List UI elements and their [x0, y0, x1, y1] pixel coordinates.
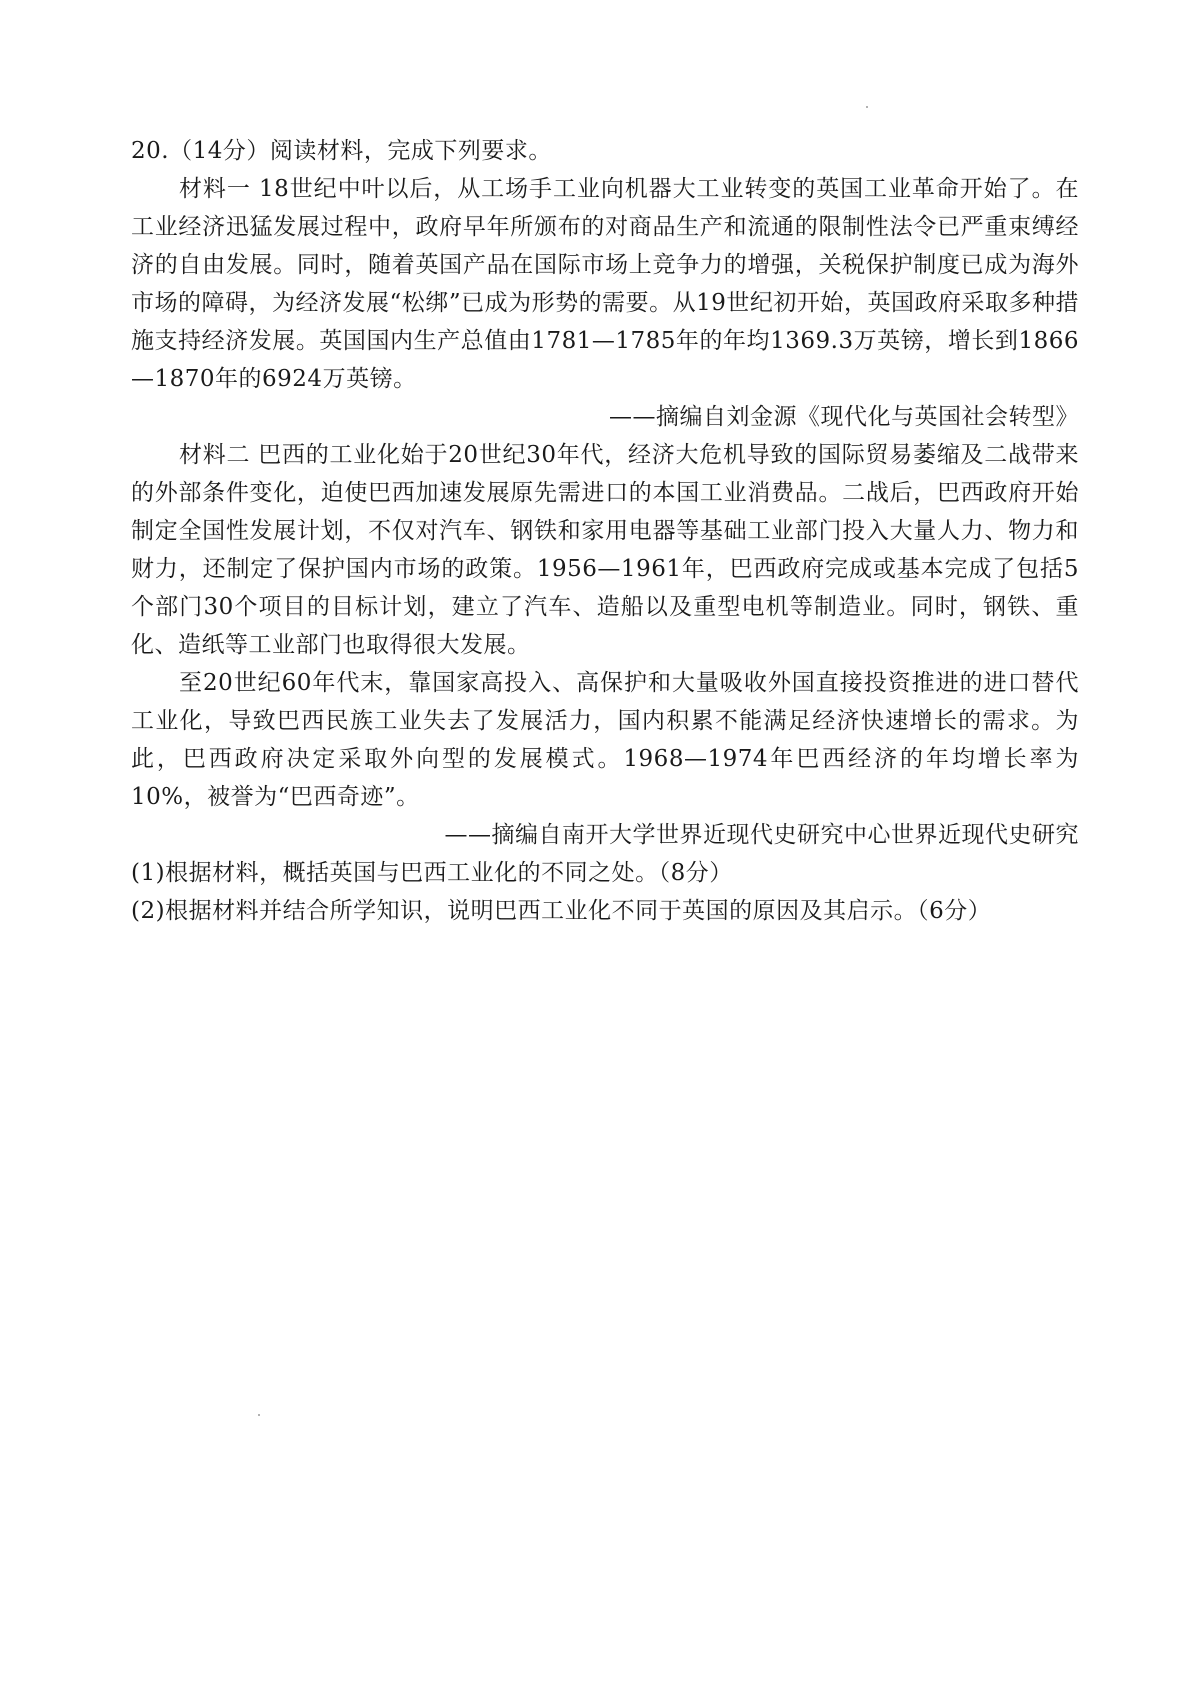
question-header: 20.（14分）阅读材料，完成下列要求。: [131, 138, 552, 164]
material-one-source: ——摘编自刘金源《现代化与英国社会转型》: [609, 404, 1079, 430]
sub-question-2: (2)根据材料并结合所学知识，说明巴西工业化不同于英国的原因及其启示。（6分）: [131, 898, 992, 924]
material-two-text-continued: 至20世纪60年代末，靠国家高投入、高保护和大量吸收外国直接投资推进的进口替代工业化，导致巴西民族工业失去了发展活力，国内积累不能满足经济快速增长的需求。为此，巴西政府决定采取外向型的发展模式。1968—1974年巴西经济的年均增长率为10%，被誉为“巴西奇迹”。: [131, 670, 1079, 810]
scan-speck: [866, 106, 868, 108]
question-block: [131, 132, 1079, 930]
material-two-text: 材料二 巴西的工业化始于20世纪30年代，经济大危机导致的国际贸易萎缩及二战带来的外部条件变化，迫使巴西加速发展原先需进口的本国工业消费品。二战后，巴西政府开始制定全国性发展计划，不仅对汽车、钢铁和家用电器等基础工业部门投入大量人力、物力和财力，还制定了保护国内市场的政策。1956—1961年，巴西政府完成或基本完成了包括5个部门30个项目的目标计划，建立了汽车、造船以及重型电机等制造业。同时，钢铁、重化、造纸等工业部门也取得很大发展。: [131, 442, 1079, 658]
material-two-source: ——摘编自南开大学世界近现代史研究中心世界近现代史研究: [444, 822, 1079, 848]
sub-question-1: (1)根据材料，概括英国与巴西工业化的不同之处。（8分）: [131, 860, 733, 886]
scan-speck: [258, 1414, 260, 1416]
material-one-text: 材料一 18世纪中叶以后，从工场手工业向机器大工业转变的英国工业革命开始了。在工业经济迅猛发展过程中，政府早年所颁布的对商品生产和流通的限制性法令已严重束缚经济的自由发展。同时，随着英国产品在国际市场上竞争力的增强，关税保护制度已成为海外市场的障碍，为经济发展“松绑”已成为形势的需要。从19世纪初开始，英国政府采取多种措施支持经济发展。英国国内生产总值由1781—1785年的年均1369.3万英镑，增长到1866—1870年的6924万英镑。: [131, 176, 1079, 392]
